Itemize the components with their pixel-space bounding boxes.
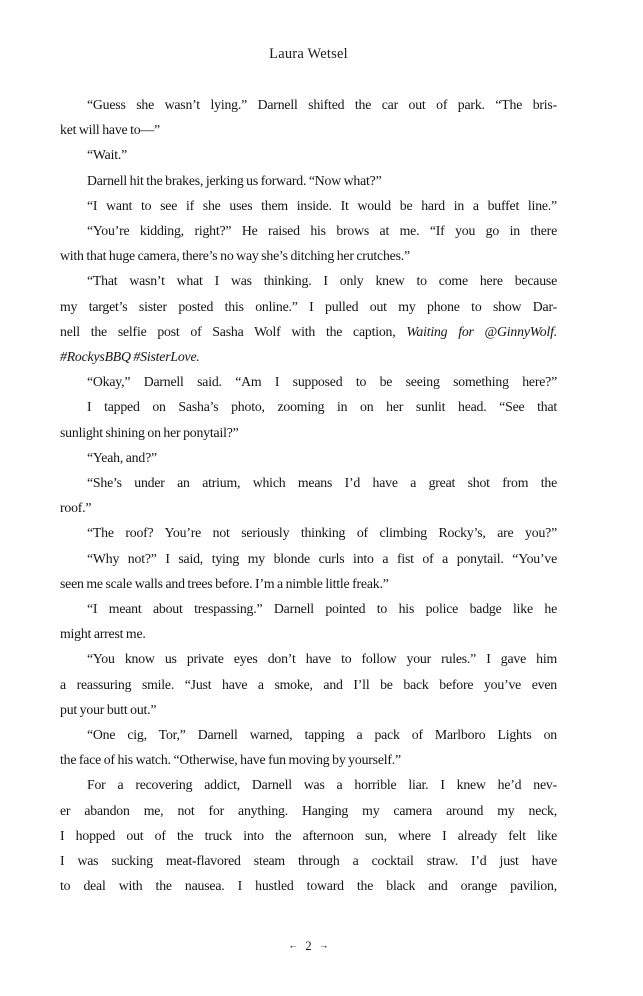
text-segment: roof.”	[60, 500, 92, 516]
running-header-author: Laura Wetsel	[269, 46, 348, 62]
text-segment: Darnell hit the brakes, jerking us forward. “Now what?”	[87, 172, 382, 188]
text-line	[60, 369, 557, 394]
text-segment: nell the selfie post of Sasha Wolf with the caption,	[60, 323, 407, 339]
text-line	[60, 722, 557, 747]
text-segment: sunlight shining on her ponytail?”	[60, 424, 239, 440]
italic-text-segment: Waiting for @GinnyWolf.	[406, 323, 557, 339]
text-line	[60, 344, 557, 369]
paragraph	[60, 596, 557, 646]
paragraph	[60, 722, 557, 772]
paragraph	[60, 92, 557, 142]
text-line	[60, 798, 557, 823]
text-segment: with that huge camera, there’s no way she’s ditching her crutches.”	[60, 248, 410, 264]
text-segment: er abandon me, not for anything. Hanging my camera around my neck,	[60, 802, 557, 818]
text-segment: my target’s sister posted this online.” I pulled out my phone to show Dar-	[60, 298, 557, 314]
text-line	[60, 142, 557, 167]
text-segment: For a recovering addict, Darnell was a horrible liar. I knew he’d nev-	[87, 777, 557, 793]
page-number: 2	[305, 938, 312, 953]
text-line	[60, 445, 557, 470]
text-line	[60, 495, 557, 520]
text-line	[60, 243, 557, 268]
text-line	[60, 520, 557, 545]
text-segment: “Wait.”	[87, 147, 128, 163]
paragraph	[60, 394, 557, 444]
text-line	[60, 193, 557, 218]
text-segment: “I want to see if she uses them inside. It would be hard in a buffet line.”	[87, 197, 557, 213]
text-segment: “Why not?” I said, tying my blonde curls into a fist of a ponytail. “You’ve	[87, 550, 557, 566]
text-segment: I tapped on Sasha’s photo, zooming in on her sunlit head. “See that	[87, 399, 557, 415]
paragraph	[60, 142, 557, 167]
text-segment: “Yeah, and?”	[87, 449, 157, 465]
text-line	[60, 470, 557, 495]
text-segment: “Guess she wasn’t lying.” Darnell shifted the car out of park. “The bris-	[87, 97, 557, 112]
text-segment: ket will have to—”	[60, 122, 160, 138]
page-footer	[60, 938, 557, 954]
text-segment: to deal with the nausea. I hustled toward the black and orange pavilion,	[60, 878, 557, 894]
text-segment: “You know us private eyes don’t have to follow your rules.” I gave him	[87, 651, 557, 667]
paragraph	[60, 546, 557, 596]
paragraph	[60, 520, 557, 545]
left-arrow-ornament-icon: ←	[288, 940, 299, 952]
italic-text-segment: #RockysBBQ #SisterLove.	[60, 349, 200, 365]
paragraph	[60, 218, 557, 268]
text-segment: “You’re kidding, right?” He raised his brows at me. “If you go in there	[87, 223, 557, 239]
text-segment: “That wasn’t what I was thinking. I only knew to come here because	[87, 273, 557, 289]
text-line	[60, 873, 557, 898]
paragraph	[60, 369, 557, 394]
text-segment: “The roof? You’re not seriously thinking of climbing Rocky’s, are you?”	[87, 525, 557, 541]
text-segment: a reassuring smile. “Just have a smoke, and I’ll be back before you’ve even	[60, 676, 557, 692]
text-segment: “She’s under an atrium, which means I’d have a great shot from the	[87, 475, 557, 491]
right-arrow-ornament-icon: →	[318, 940, 329, 952]
page-body	[60, 92, 557, 899]
text-line	[60, 294, 557, 319]
paragraph	[60, 646, 557, 722]
text-segment: “I meant about trespassing.” Darnell pointed to his police badge like he	[87, 601, 557, 617]
text-segment: seen me scale walls and trees before. I’m a nimble little freak.”	[60, 575, 389, 591]
text-segment: might arrest me.	[60, 626, 146, 642]
text-segment: put your butt out.”	[60, 701, 157, 717]
text-line	[60, 218, 557, 243]
text-segment: I hopped out of the truck into the afternoon sun, where I already felt like	[60, 827, 557, 843]
text-line	[60, 772, 557, 797]
text-line	[60, 420, 557, 445]
text-line	[60, 621, 557, 646]
text-line	[60, 747, 557, 772]
text-segment: the face of his watch. “Otherwise, have fun moving by yourself.”	[60, 752, 401, 768]
paragraph	[60, 193, 557, 218]
text-line	[60, 823, 557, 848]
text-line	[60, 596, 557, 621]
text-line	[60, 394, 557, 419]
text-line	[60, 319, 557, 344]
text-line	[60, 646, 557, 671]
text-line	[60, 848, 557, 873]
paragraph	[60, 470, 557, 520]
paragraph	[60, 168, 557, 193]
text-line	[60, 168, 557, 193]
text-line	[60, 546, 557, 571]
paragraph	[60, 268, 557, 369]
text-line	[60, 92, 557, 117]
paragraph	[60, 772, 557, 898]
text-line	[60, 571, 557, 596]
text-line	[60, 697, 557, 722]
text-segment: “Okay,” Darnell said. “Am I supposed to be seeing something here?”	[87, 374, 557, 390]
paragraph	[60, 445, 557, 470]
text-segment: “One cig, Tor,” Darnell warned, tapping a pack of Marlboro Lights on	[87, 727, 557, 743]
text-segment: I was sucking meat-flavored steam through a cocktail straw. I’d just have	[60, 853, 557, 869]
text-line	[60, 672, 557, 697]
text-line	[60, 268, 557, 293]
text-line	[60, 117, 557, 142]
